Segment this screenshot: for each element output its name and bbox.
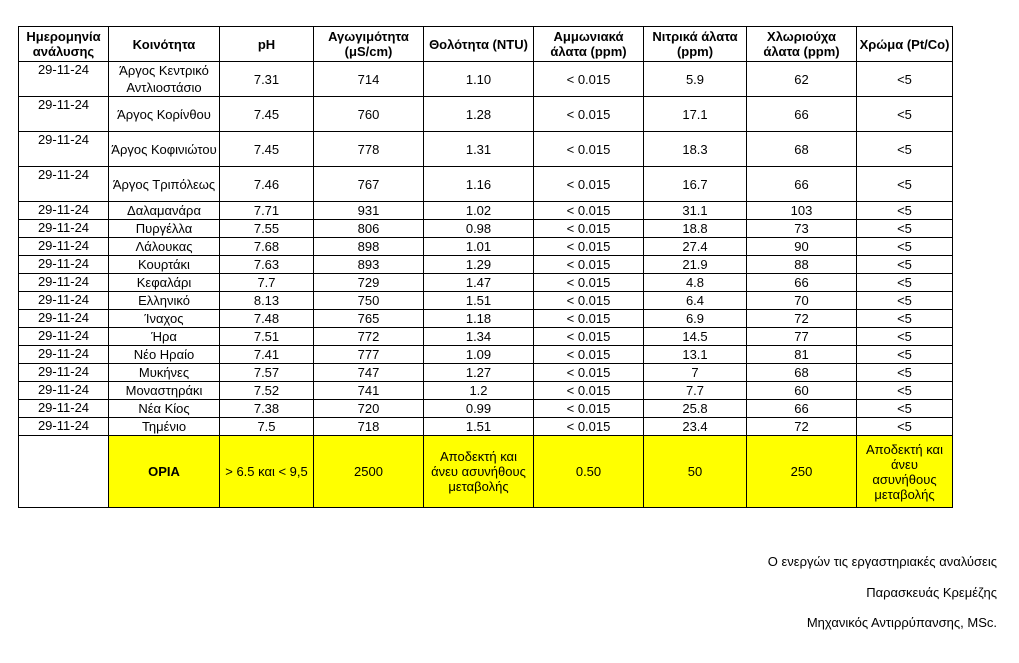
cell-ph: 7.45 bbox=[220, 97, 314, 132]
header-community: Κοινότητα bbox=[109, 27, 220, 62]
cell-chlorides: 62 bbox=[747, 62, 857, 97]
cell-chlorides: 68 bbox=[747, 364, 857, 382]
cell-chlorides: 72 bbox=[747, 310, 857, 328]
water-analysis-table bbox=[18, 26, 953, 508]
cell-community: Άργος Κορίνθου bbox=[109, 97, 220, 132]
cell-community: Πυργέλλα bbox=[109, 220, 220, 238]
cell-chlorides: 60 bbox=[747, 382, 857, 400]
cell-turbidity: 1.51 bbox=[424, 292, 534, 310]
cell-community: Ελληνικό bbox=[109, 292, 220, 310]
cell-date: 29-11-24 bbox=[19, 132, 109, 167]
table-row bbox=[19, 346, 953, 364]
table-row bbox=[19, 62, 953, 97]
cell-ph: 7.51 bbox=[220, 328, 314, 346]
cell-conductivity: 767 bbox=[314, 167, 424, 202]
cell-conductivity: 898 bbox=[314, 238, 424, 256]
cell-community: Δαλαμανάρα bbox=[109, 202, 220, 220]
limits-label: ΟΡΙΑ bbox=[109, 436, 220, 508]
cell-nitrates: 18.3 bbox=[644, 132, 747, 167]
cell-turbidity: 1.18 bbox=[424, 310, 534, 328]
cell-conductivity: 729 bbox=[314, 274, 424, 292]
cell-date: 29-11-24 bbox=[19, 328, 109, 346]
cell-ph: 7.71 bbox=[220, 202, 314, 220]
limits-row bbox=[19, 436, 953, 508]
table-row bbox=[19, 328, 953, 346]
cell-ph: 7.52 bbox=[220, 382, 314, 400]
table-row bbox=[19, 310, 953, 328]
cell-ammonium: < 0.015 bbox=[534, 97, 644, 132]
cell-turbidity: 1.28 bbox=[424, 97, 534, 132]
limit-ph: > 6.5 και < 9,5 bbox=[220, 436, 314, 508]
cell-ammonium: < 0.015 bbox=[534, 382, 644, 400]
cell-ammonium: < 0.015 bbox=[534, 310, 644, 328]
cell-ammonium: < 0.015 bbox=[534, 220, 644, 238]
cell-nitrates: 16.7 bbox=[644, 167, 747, 202]
cell-date: 29-11-24 bbox=[19, 418, 109, 436]
cell-color: <5 bbox=[857, 382, 953, 400]
cell-ammonium: < 0.015 bbox=[534, 346, 644, 364]
table-row bbox=[19, 132, 953, 167]
cell-turbidity: 1.27 bbox=[424, 364, 534, 382]
cell-color: <5 bbox=[857, 400, 953, 418]
cell-conductivity: 893 bbox=[314, 256, 424, 274]
cell-nitrates: 25.8 bbox=[644, 400, 747, 418]
cell-ammonium: < 0.015 bbox=[534, 400, 644, 418]
table-row bbox=[19, 97, 953, 132]
cell-ammonium: < 0.015 bbox=[534, 418, 644, 436]
cell-chlorides: 73 bbox=[747, 220, 857, 238]
header-turbidity: Θολότητα (NTU) bbox=[424, 27, 534, 62]
cell-turbidity: 1.29 bbox=[424, 256, 534, 274]
table-row bbox=[19, 256, 953, 274]
cell-chlorides: 90 bbox=[747, 238, 857, 256]
header-chlorides: Χλωριούχα άλατα (ppm) bbox=[747, 27, 857, 62]
cell-community: Άργος Κοφινιώτου bbox=[109, 132, 220, 167]
cell-turbidity: 1.01 bbox=[424, 238, 534, 256]
cell-turbidity: 1.47 bbox=[424, 274, 534, 292]
cell-ph: 7.7 bbox=[220, 274, 314, 292]
cell-color: <5 bbox=[857, 202, 953, 220]
signature-title: Μηχανικός Αντιρρύπανσης, MSc. bbox=[806, 615, 997, 630]
cell-color: <5 bbox=[857, 132, 953, 167]
cell-conductivity: 720 bbox=[314, 400, 424, 418]
cell-conductivity: 765 bbox=[314, 310, 424, 328]
cell-community: Νέο Ηραίο bbox=[109, 346, 220, 364]
table-body bbox=[19, 62, 953, 436]
cell-turbidity: 1.10 bbox=[424, 62, 534, 97]
cell-color: <5 bbox=[857, 256, 953, 274]
cell-turbidity: 1.02 bbox=[424, 202, 534, 220]
cell-ammonium: < 0.015 bbox=[534, 132, 644, 167]
cell-color: <5 bbox=[857, 220, 953, 238]
cell-community: Ήρα bbox=[109, 328, 220, 346]
cell-color: <5 bbox=[857, 292, 953, 310]
cell-community: Κεφαλάρι bbox=[109, 274, 220, 292]
cell-date: 29-11-24 bbox=[19, 167, 109, 202]
cell-chlorides: 72 bbox=[747, 418, 857, 436]
cell-chlorides: 88 bbox=[747, 256, 857, 274]
cell-conductivity: 760 bbox=[314, 97, 424, 132]
cell-community: Μοναστηράκι bbox=[109, 382, 220, 400]
cell-chlorides: 70 bbox=[747, 292, 857, 310]
header-ammonium: Αμμωνιακά άλατα (ppm) bbox=[534, 27, 644, 62]
cell-community: Άργος Τριπόλεως bbox=[109, 167, 220, 202]
cell-date: 29-11-24 bbox=[19, 274, 109, 292]
signature-name: Παρασκευάς Κρεμέζης bbox=[866, 585, 997, 600]
limits-empty-cell bbox=[19, 436, 109, 508]
cell-color: <5 bbox=[857, 364, 953, 382]
table-row bbox=[19, 418, 953, 436]
table-row bbox=[19, 274, 953, 292]
cell-turbidity: 1.31 bbox=[424, 132, 534, 167]
cell-date: 29-11-24 bbox=[19, 220, 109, 238]
cell-date: 29-11-24 bbox=[19, 310, 109, 328]
cell-ammonium: < 0.015 bbox=[534, 364, 644, 382]
cell-chlorides: 68 bbox=[747, 132, 857, 167]
cell-turbidity: 1.09 bbox=[424, 346, 534, 364]
cell-date: 29-11-24 bbox=[19, 256, 109, 274]
cell-chlorides: 77 bbox=[747, 328, 857, 346]
cell-conductivity: 777 bbox=[314, 346, 424, 364]
cell-nitrates: 18.8 bbox=[644, 220, 747, 238]
cell-turbidity: 0.98 bbox=[424, 220, 534, 238]
cell-conductivity: 718 bbox=[314, 418, 424, 436]
cell-community: Τημένιο bbox=[109, 418, 220, 436]
table-header-row bbox=[19, 27, 953, 62]
header-ph: pH bbox=[220, 27, 314, 62]
cell-color: <5 bbox=[857, 274, 953, 292]
cell-color: <5 bbox=[857, 310, 953, 328]
cell-ammonium: < 0.015 bbox=[534, 274, 644, 292]
cell-conductivity: 747 bbox=[314, 364, 424, 382]
cell-community: Μυκήνες bbox=[109, 364, 220, 382]
cell-ph: 7.57 bbox=[220, 364, 314, 382]
limit-color: Αποδεκτή και άνευ ασυνήθους μεταβολής bbox=[857, 436, 953, 508]
limit-nitrates: 50 bbox=[644, 436, 747, 508]
cell-chlorides: 66 bbox=[747, 97, 857, 132]
cell-community: Άργος Κεντρικό Αντλιοστάσιο bbox=[109, 62, 220, 97]
cell-nitrates: 7 bbox=[644, 364, 747, 382]
cell-ammonium: < 0.015 bbox=[534, 167, 644, 202]
cell-ph: 8.13 bbox=[220, 292, 314, 310]
table-row bbox=[19, 202, 953, 220]
cell-turbidity: 1.2 bbox=[424, 382, 534, 400]
cell-ammonium: < 0.015 bbox=[534, 238, 644, 256]
cell-color: <5 bbox=[857, 328, 953, 346]
cell-nitrates: 14.5 bbox=[644, 328, 747, 346]
cell-conductivity: 806 bbox=[314, 220, 424, 238]
cell-ph: 7.55 bbox=[220, 220, 314, 238]
cell-chlorides: 66 bbox=[747, 400, 857, 418]
cell-ph: 7.45 bbox=[220, 132, 314, 167]
cell-ammonium: < 0.015 bbox=[534, 62, 644, 97]
cell-ammonium: < 0.015 bbox=[534, 292, 644, 310]
cell-date: 29-11-24 bbox=[19, 97, 109, 132]
cell-nitrates: 6.9 bbox=[644, 310, 747, 328]
limit-chlorides: 250 bbox=[747, 436, 857, 508]
cell-date: 29-11-24 bbox=[19, 292, 109, 310]
header-color: Χρώμα (Pt/Co) bbox=[857, 27, 953, 62]
cell-nitrates: 27.4 bbox=[644, 238, 747, 256]
cell-color: <5 bbox=[857, 97, 953, 132]
cell-conductivity: 714 bbox=[314, 62, 424, 97]
cell-nitrates: 17.1 bbox=[644, 97, 747, 132]
table-row bbox=[19, 400, 953, 418]
table-row bbox=[19, 220, 953, 238]
table-row bbox=[19, 292, 953, 310]
cell-color: <5 bbox=[857, 167, 953, 202]
cell-chlorides: 66 bbox=[747, 274, 857, 292]
cell-nitrates: 4.8 bbox=[644, 274, 747, 292]
cell-date: 29-11-24 bbox=[19, 238, 109, 256]
limit-ammonium: 0.50 bbox=[534, 436, 644, 508]
cell-chlorides: 66 bbox=[747, 167, 857, 202]
cell-date: 29-11-24 bbox=[19, 382, 109, 400]
cell-nitrates: 13.1 bbox=[644, 346, 747, 364]
cell-community: Ίναχος bbox=[109, 310, 220, 328]
table-row bbox=[19, 238, 953, 256]
table-row bbox=[19, 382, 953, 400]
cell-ph: 7.38 bbox=[220, 400, 314, 418]
cell-nitrates: 5.9 bbox=[644, 62, 747, 97]
cell-ph: 7.46 bbox=[220, 167, 314, 202]
cell-conductivity: 778 bbox=[314, 132, 424, 167]
signature-role: Ο ενεργών τις εργαστηριακές αναλύσεις bbox=[767, 554, 997, 569]
cell-turbidity: 1.34 bbox=[424, 328, 534, 346]
header-conductivity: Αγωγιμότητα (μS/cm) bbox=[314, 27, 424, 62]
cell-date: 29-11-24 bbox=[19, 202, 109, 220]
cell-nitrates: 6.4 bbox=[644, 292, 747, 310]
cell-conductivity: 931 bbox=[314, 202, 424, 220]
table-row bbox=[19, 167, 953, 202]
cell-date: 29-11-24 bbox=[19, 346, 109, 364]
cell-turbidity: 1.16 bbox=[424, 167, 534, 202]
cell-nitrates: 7.7 bbox=[644, 382, 747, 400]
cell-color: <5 bbox=[857, 62, 953, 97]
cell-ammonium: < 0.015 bbox=[534, 256, 644, 274]
cell-nitrates: 21.9 bbox=[644, 256, 747, 274]
table-row bbox=[19, 364, 953, 382]
cell-community: Κουρτάκι bbox=[109, 256, 220, 274]
cell-chlorides: 81 bbox=[747, 346, 857, 364]
cell-color: <5 bbox=[857, 346, 953, 364]
cell-date: 29-11-24 bbox=[19, 364, 109, 382]
cell-conductivity: 750 bbox=[314, 292, 424, 310]
cell-turbidity: 1.51 bbox=[424, 418, 534, 436]
cell-community: Νέα Κίος bbox=[109, 400, 220, 418]
cell-chlorides: 103 bbox=[747, 202, 857, 220]
cell-ph: 7.63 bbox=[220, 256, 314, 274]
cell-ph: 7.31 bbox=[220, 62, 314, 97]
cell-turbidity: 0.99 bbox=[424, 400, 534, 418]
cell-conductivity: 772 bbox=[314, 328, 424, 346]
cell-color: <5 bbox=[857, 238, 953, 256]
cell-ph: 7.68 bbox=[220, 238, 314, 256]
cell-nitrates: 31.1 bbox=[644, 202, 747, 220]
cell-ph: 7.41 bbox=[220, 346, 314, 364]
limit-turbidity: Αποδεκτή και άνευ ασυνήθους μεταβολής bbox=[424, 436, 534, 508]
cell-nitrates: 23.4 bbox=[644, 418, 747, 436]
cell-community: Λάλουκας bbox=[109, 238, 220, 256]
cell-ph: 7.48 bbox=[220, 310, 314, 328]
cell-ammonium: < 0.015 bbox=[534, 328, 644, 346]
header-date: Ημερομηνία ανάλυσης bbox=[19, 27, 109, 62]
cell-date: 29-11-24 bbox=[19, 400, 109, 418]
header-nitrates: Νιτρικά άλατα (ppm) bbox=[644, 27, 747, 62]
cell-color: <5 bbox=[857, 418, 953, 436]
cell-ammonium: < 0.015 bbox=[534, 202, 644, 220]
cell-ph: 7.5 bbox=[220, 418, 314, 436]
cell-date: 29-11-24 bbox=[19, 62, 109, 97]
cell-conductivity: 741 bbox=[314, 382, 424, 400]
limit-conductivity: 2500 bbox=[314, 436, 424, 508]
